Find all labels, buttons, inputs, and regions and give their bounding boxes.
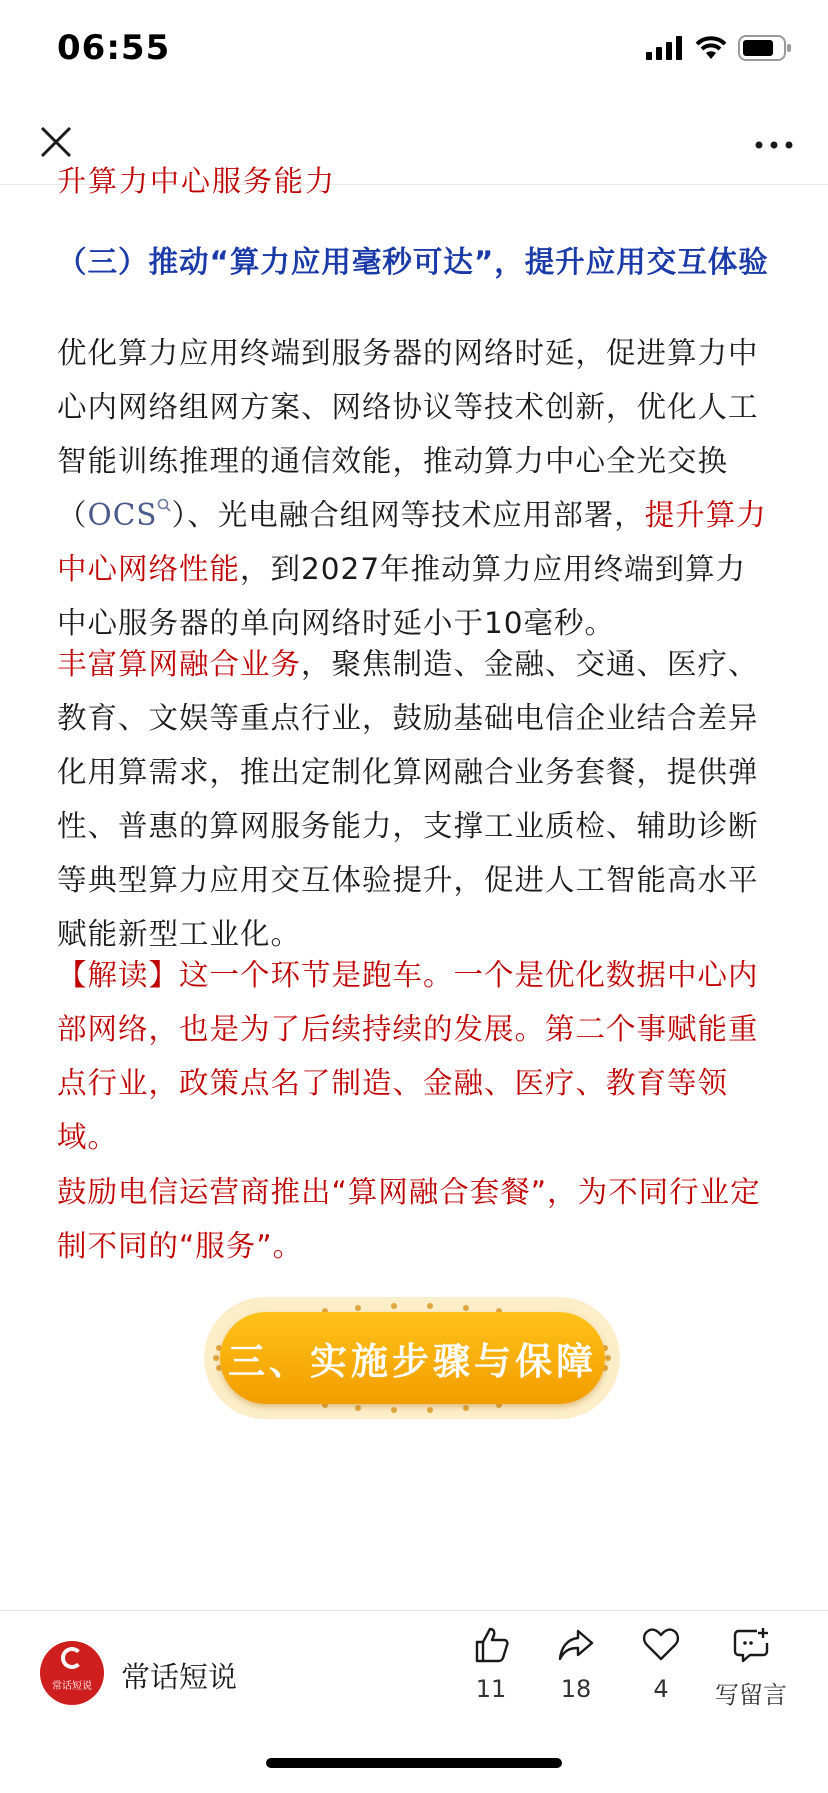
share-arrow-icon — [556, 1625, 596, 1665]
status-time: 06:55 — [57, 28, 171, 68]
frame-bead — [355, 1405, 361, 1411]
paragraph-1-text-a: 优化算力应用终端到服务器的网络时延，促进算力中心内网络组网方案、网络协议等技术创新，优化人工智能训练推理的通信效能，推动算力中心全光交换（ — [57, 336, 759, 532]
share-count: 18 — [560, 1675, 592, 1703]
frame-bead — [391, 1407, 397, 1413]
favorite-button[interactable] — [616, 1625, 706, 1735]
like-count: 11 — [475, 1675, 507, 1703]
heart-icon — [641, 1625, 681, 1665]
section-button[interactable]: 三、实施步骤与保障 — [220, 1312, 605, 1404]
section-heading: （三）推动“算力应用毫秒可达”，提升应用交互体验 — [57, 245, 769, 279]
frame-bead — [463, 1405, 469, 1411]
like-button[interactable] — [446, 1625, 536, 1735]
status-bar — [0, 0, 828, 100]
search-icon — [157, 498, 171, 514]
close-button[interactable] — [36, 122, 76, 162]
share-button[interactable] — [531, 1625, 621, 1735]
favorite-count: 4 — [653, 1675, 669, 1703]
paragraph-2 — [57, 637, 771, 961]
paragraph-2-text: ，聚焦制造、金融、交通、医疗、教育、文娱等重点行业，鼓励基础电信企业结合差异化用算需求，推出定制化算网融合业务套餐，提供弹性、普惠的算网服务能力，支撑工业质检、辅助诊断等典型算力应用交互体验提升，促进人工智能高水平赋能新型工业化。 — [57, 647, 759, 951]
cellular-signal-icon — [646, 36, 686, 60]
status-icons — [646, 34, 794, 64]
account-name[interactable]: 常话短说 — [121, 1660, 238, 1694]
write-comment-label: 写留言 — [715, 1681, 787, 1709]
comment-add-icon — [731, 1625, 771, 1665]
more-options-button[interactable] — [754, 136, 794, 148]
battery-icon — [738, 35, 792, 61]
paragraph-1-highlight: 提升算力中心网络性能 — [57, 498, 767, 586]
frame-bead — [463, 1305, 469, 1311]
close-icon — [36, 122, 76, 162]
paragraph-1-text-b: ）、光电融合组网等技术应用部署， — [171, 498, 645, 532]
avatar-text: 常话短说 — [52, 1681, 92, 1692]
logo-c-icon — [61, 1647, 83, 1669]
paragraph-3-interpretation: 【解读】这一个环节是跑车。一个是优化数据中心内部网络，也是为了后续持续的发展。第二个事赋能重点行业，政策点名了制造、金融、医疗、教育等领域。 — [57, 958, 759, 1154]
paragraph-1 — [57, 326, 771, 650]
paragraph-1-text-c: ，到2027年推动算力应用终端到算力中心服务器的单向网络时延小于10毫秒。 — [57, 552, 747, 640]
frame-bead — [213, 1355, 219, 1361]
ocs-keyword-text: OCS — [87, 498, 158, 532]
frame-bead — [355, 1305, 361, 1311]
home-indicator[interactable] — [266, 1758, 562, 1768]
paragraph-2-highlight: 丰富算网融合业务 — [57, 647, 302, 681]
thumbs-up-icon — [471, 1625, 511, 1665]
paragraph-4: 鼓励电信运营商推出“算网融合套餐”，为不同行业定制不同的“服务”。 — [57, 1175, 761, 1263]
frame-bead — [427, 1303, 433, 1309]
frame-bead — [391, 1303, 397, 1309]
avatar[interactable] — [40, 1641, 104, 1705]
ocs-keyword-link[interactable] — [88, 498, 172, 532]
frame-bead — [427, 1407, 433, 1413]
more-dots-icon — [754, 139, 794, 151]
frame-bead — [605, 1355, 611, 1361]
write-comment-button[interactable] — [701, 1625, 801, 1735]
wifi-icon — [696, 36, 726, 60]
cut-off-text-line: 升算力中心服务能力 — [57, 164, 337, 198]
